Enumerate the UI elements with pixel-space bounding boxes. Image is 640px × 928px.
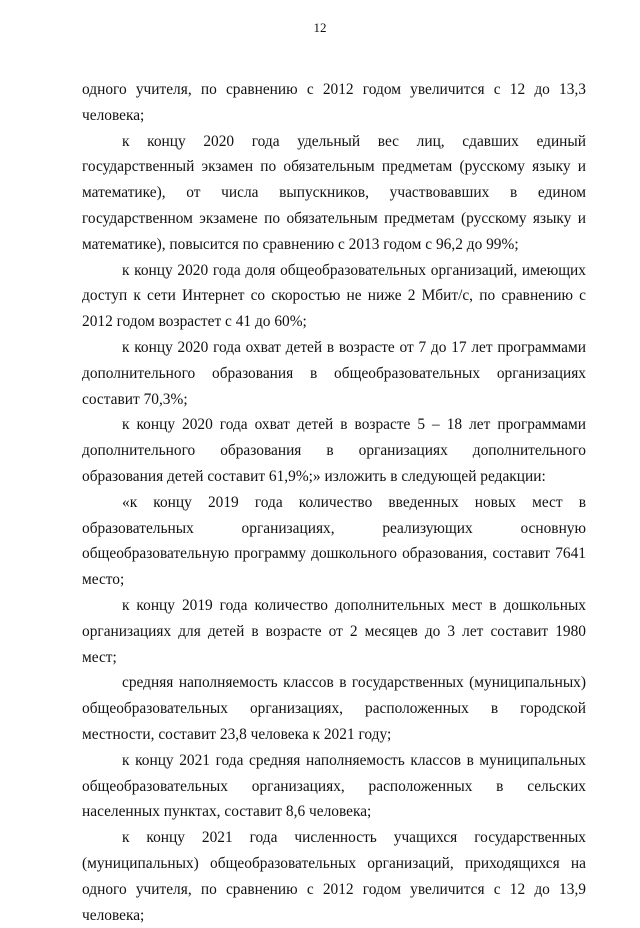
paragraph-rural-class-size: к концу 2021 года средняя наполняемость классов в муниципальных общеобразовательных организациях, расположенных в сельских населенных пунктах, составит 8,6 человека; <box>82 751 586 821</box>
paragraph-new-places: «к концу 2019 года количество введенных новых мест в образовательных организациях, реализующих основную общеобразовательную программу дошкольного образования, составит 7641 место; <box>82 493 586 589</box>
paragraph-continuation: одного учителя, по сравнению с 2012 годом увеличится с 12 до 13,3 человека; <box>82 81 586 124</box>
paragraph-preschool-places: к концу 2019 года количество дополнительных мест в дошкольных организациях для детей в возрасте от 2 месяцев до 3 лет составит 1980 мест; <box>82 596 586 666</box>
document-body <box>82 77 586 928</box>
paragraph-additional-education-organizations: к концу 2020 года охват детей в возрасте 5 – 18 лет программами дополнительного образования в организациях дополнительного образования детей составит 61,9%;» изложить в следующей редакции: <box>82 416 586 485</box>
paragraph-students-per-teacher: к концу 2021 года численность учащихся государственных (муниципальных) общеобразовательных организаций, приходящихся на одного учителя, по сравнению с 2012 годом увеличится с 12 до 13,9 человека; <box>82 829 586 924</box>
paragraph-internet-access: к концу 2020 года доля общеобразовательных организаций, имеющих доступ к сети Интернет со скоростью не ниже 2 Мбит/с, по сравнению с 2012 годом возрастет с 41 до 60%; <box>82 261 586 331</box>
paragraph-exam-share: к концу 2020 года удельный вес лиц, сдавших единый государственный экзамен по обязательным предметам (русскому языку и математике), от числа выпускников, участвовавших в едином государственном экзамене по обязательным предметам (русскому языку и математике), повысится по сравнению с 2013 годом с 96,2 до 99%; <box>82 132 586 253</box>
page-number: 12 <box>313 20 327 35</box>
paragraph-additional-education-coverage: к концу 2020 года охват детей в возрасте от 7 до 17 лет программами дополнительного образования в общеобразовательных организациях составит 70,3%; <box>82 338 586 408</box>
paragraph-urban-class-size: средняя наполняемость классов в государственных (муниципальных) общеобразовательных организациях, расположенных в городской местности, составит 23,8 человека к 2021 году; <box>82 674 586 743</box>
